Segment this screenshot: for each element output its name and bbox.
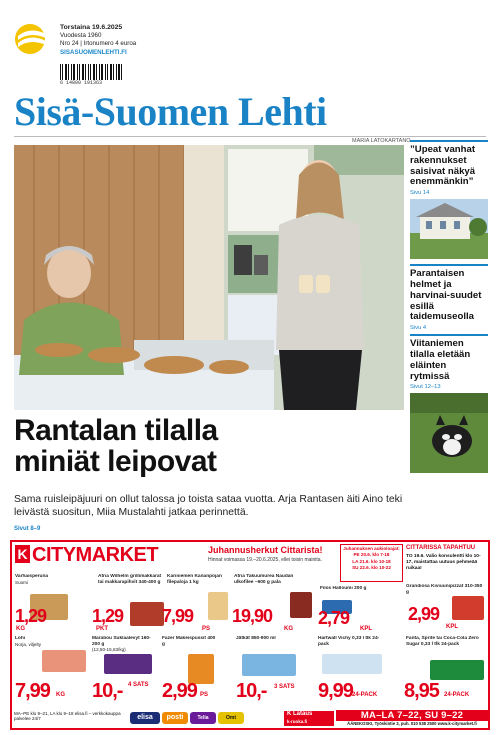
salmon-image [42, 650, 86, 672]
deal-item [236, 636, 292, 642]
deal-item [92, 636, 158, 653]
photo-credit: MARIA LATOKARTANO [352, 138, 411, 144]
k-lataus-badge [284, 711, 334, 726]
deal-name: Grandiosa Kiviuunipizzat 310-350 g [406, 584, 483, 595]
deal-name: Atria Wilhelm grillimakkarat tai makkarapihvit 340-400 g [98, 574, 162, 585]
deal-item [234, 574, 306, 585]
k-lataus-site: k-ruoka.fi [287, 719, 308, 724]
sidebar [410, 140, 488, 478]
deal-unit: 24-PACK [352, 692, 378, 698]
deal-desc: (12,50-15,63/kg) [92, 647, 126, 653]
deal-price: 2,79 [318, 608, 350, 628]
teaser-photo-dog[interactable] [410, 393, 488, 473]
deal-price: 8,95 [404, 680, 439, 702]
pizza-image [452, 596, 484, 620]
deal-unit: 3 SATS [274, 684, 295, 690]
opening-dates-line: SU 22.6. klo 10-22 [352, 565, 391, 571]
ad-promo-sub: Hinnat voimassa 19.–20.6.2025, ellei toisin mainita. [208, 557, 322, 563]
event-body: TO 19.6. Valio konsulentti klo 10-17, maistattaa uutuus pehmeää ruikaa! [406, 554, 481, 571]
opening-dates-line: Juhannuksen aukioloajat: [343, 546, 400, 551]
opening-dates [340, 544, 403, 582]
deal-unit: KG [16, 626, 25, 632]
teaser-photo-house[interactable] [410, 199, 488, 259]
citymarket-ad[interactable] [10, 540, 490, 730]
ad-promo-title: Juhannusherkut Cittarista! [208, 545, 323, 555]
issue-meta [60, 24, 136, 57]
event-title: CITTARISSA TAPAHTUU [406, 545, 476, 551]
deal-name: Lohi [15, 636, 26, 641]
deal-unit: KPL [360, 626, 372, 632]
masthead-divider [14, 136, 486, 137]
website-link[interactable]: SISASUOMENLEHTI.FI [60, 48, 127, 56]
deal-unit: 4 SATS [128, 682, 149, 688]
deal-unit: PKT [96, 626, 108, 632]
deal-item [15, 574, 71, 585]
main-story-page: Sivut 8–9 [14, 526, 41, 532]
main-lede: Sama ruisleipäjuuri on ollut talossa jo toista sataa vuotta. Arja Rantasen äiti Aino teki leivästä suositun, Miia Mustalahti jatkaa perinnettä. [14, 494, 403, 518]
chicken-image [208, 592, 228, 620]
store-address: ÄÄNEKOSKI, Työskintie 3, puh. 010 538 2500 www.k-citymarket.fi [347, 721, 477, 726]
deal-price: 10,- [92, 680, 123, 702]
vichy-image [322, 654, 382, 674]
deal-name: Fazer Makeispussit 400 g [162, 636, 216, 647]
sidebar-teaser-text: ”Upeat vanhat rakennukset saisivat näkyä enemmänkin” [410, 144, 476, 188]
deal-name: Filos Halloumi 200 g [320, 586, 367, 591]
deal-item [162, 636, 216, 647]
deal-price: 9,99 [318, 680, 353, 702]
deal-name: Varhaisperuna [15, 574, 49, 579]
beef-image [290, 592, 312, 618]
deal-name: Marabou Suklaalevyt 160-200 g [92, 636, 151, 647]
deal-name: Fanta, Sprite tai Coca-Cola Zero Sugar 0,33 l tlk 24-pack [406, 636, 479, 647]
deal-item [167, 574, 229, 585]
sidebar-teaser[interactable] [410, 264, 488, 331]
ad-footer [12, 710, 488, 728]
deal-item [318, 636, 388, 647]
headline-line: miniät leipovat [14, 445, 217, 478]
deal-unit: PS [200, 692, 209, 698]
deal-item [15, 636, 87, 647]
deal-price: 1,29 [15, 606, 47, 626]
sidebar-teaser-text: Viitaniemen tilalla eletään eläinten rytmissä [410, 338, 471, 382]
deal-item [98, 574, 164, 585]
posti-logo: posti [162, 712, 188, 724]
ice-cream-image [242, 654, 296, 676]
barcode [60, 64, 122, 80]
deal-name: Jätkät 850-900 ml [236, 636, 276, 641]
opening-dates-line: PE 20.6. klo 7-18 [353, 552, 390, 558]
deal-price: 7,99 [15, 680, 50, 702]
sidebar-teaser[interactable] [410, 334, 488, 390]
deal-item [406, 584, 486, 595]
main-headline[interactable] [14, 415, 404, 477]
deal-price: 7,99 [162, 606, 194, 626]
sausage-image [130, 602, 164, 626]
chocolate-image [104, 654, 152, 674]
sidebar-teaser-page: Sivu 4 [410, 325, 427, 332]
sidebar-teaser-page: Sivut 12–13 [410, 384, 441, 391]
deal-price: 19,90 [232, 606, 273, 626]
sidebar-teaser-text: Parantaisen helmet ja harvinai-suudet esillä taidemuseolla [410, 268, 482, 323]
deal-name: Kariniemen Kananpojan filepaloja 1 kg [167, 574, 222, 585]
deal-desc: Suomi [15, 579, 29, 585]
headline-line: Rantalan tilalla [14, 414, 218, 447]
deal-unit: KG [284, 626, 293, 632]
k-logo-icon: K [15, 545, 30, 563]
issue-date: Torstaina 19.6.2025 [60, 24, 123, 31]
deal-price: 10,- [236, 680, 267, 702]
deal-desc: Norja, viljelty [15, 641, 42, 647]
omt-logo: Omt [218, 712, 244, 724]
deal-price: 2,99 [408, 604, 440, 624]
ad-header [12, 542, 488, 572]
masthead [0, 0, 500, 90]
founded-year: Vuodesta 1960 [60, 32, 102, 40]
deal-price: 2,99 [162, 680, 197, 702]
sidebar-teaser[interactable] [410, 140, 488, 196]
opening-dates-line: LA 21.6. klo 10-18 [352, 558, 391, 564]
elisa-logo: elisa [130, 712, 160, 724]
newspaper-title: Sisä-Suomen Lehti [14, 89, 327, 134]
deal-item [320, 586, 372, 592]
store-hours-small: MA–PE klo 9–21, LA klo 9–18 elisa.fi – verkkokauppa palvelee 24/7 [14, 711, 121, 722]
deal-unit: 24-PACK [444, 692, 470, 698]
deal-item [406, 636, 486, 647]
k-lataus-label: K Lataus [287, 711, 313, 717]
deal-unit: KG [56, 692, 65, 698]
store-hours: MA–LA 7–22, SU 9–22 [336, 710, 488, 721]
deal-name: Atria Takuumurea Naudan ulkofilee ~600 g pala [234, 574, 294, 585]
telia-logo: Telia [190, 712, 216, 724]
ad-brand: CITYMARKET [32, 544, 159, 566]
issue-number: Nro 24 | Irtonumero 4 euroa [60, 40, 137, 48]
sidebar-teaser-page: Sivu 14 [410, 190, 430, 197]
deal-unit: KPL [446, 624, 458, 630]
deal-price: 1,29 [92, 606, 124, 626]
hero-photo[interactable] [14, 145, 404, 410]
deal-name: Hartwall Vichy 0,33 l tlk 24-pack [318, 636, 380, 647]
barcode-number: 6 14800 191363 [60, 80, 103, 86]
deal-unit: PS [202, 626, 211, 632]
soda-image [430, 660, 484, 680]
sun-logo-icon [12, 22, 52, 56]
